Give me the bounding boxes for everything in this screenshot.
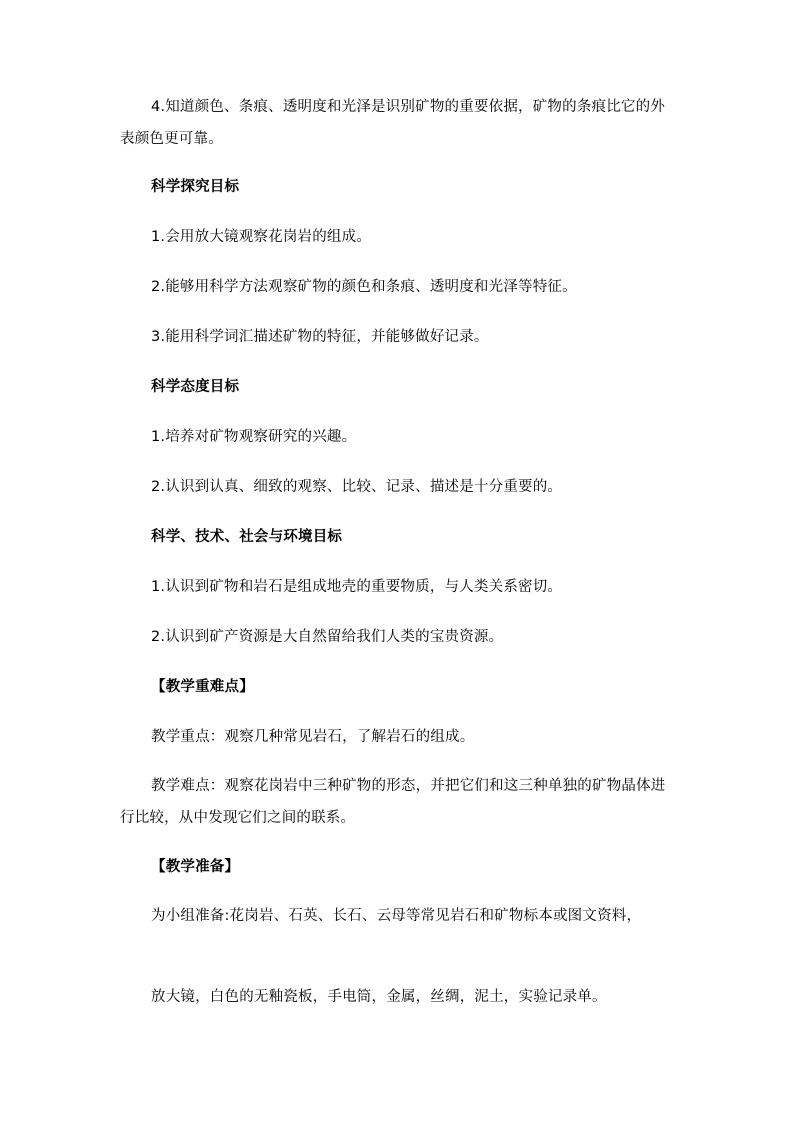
heading-science-inquiry-goals: 科学探究目标 bbox=[151, 179, 240, 195]
heading-science-attitude-goals: 科学态度目标 bbox=[151, 379, 240, 395]
heading-teaching-preparation: 【教学准备】 bbox=[151, 859, 240, 875]
paragraph-inquiry-goal-2: 2.能够用科学方法观察矿物的颜色和条痕、透明度和光泽等特征。 bbox=[151, 279, 577, 295]
heading-key-difficult-points: 【教学重难点】 bbox=[151, 679, 254, 695]
paragraph-key-point: 教学重点：观察几种常见岩石，了解岩石的组成。 bbox=[151, 729, 475, 745]
paragraph-attitude-goal-2: 2.认识到认真、细致的观察、比较、记录、描述是十分重要的。 bbox=[151, 479, 563, 495]
paragraph-tools-list: 放大镜，白色的无釉瓷板，手电筒，金属，丝绸，泥土，实验记录单。 bbox=[151, 989, 607, 1005]
paragraph-stse-goal-1: 1.认识到矿物和岩石是组成地壳的重要物质，与人类关系密切。 bbox=[151, 579, 563, 595]
paragraph-inquiry-goal-1: 1.会用放大镜观察花岗岩的组成。 bbox=[151, 229, 372, 245]
paragraph-inquiry-goal-3: 3.能用科学词汇描述矿物的特征，并能够做好记录。 bbox=[151, 329, 489, 345]
paragraph-stse-goal-2: 2.认识到矿产资源是大自然留给我们人类的宝贵资源。 bbox=[151, 629, 504, 645]
heading-stse-goals: 科学、技术、社会与环境目标 bbox=[151, 529, 343, 545]
paragraph-attitude-goal-1: 1.培养对矿物观察研究的兴趣。 bbox=[151, 429, 357, 445]
paragraph-difficult-point: 教学难点：观察花岗岩中三种矿物的形态，并把它们和这三种单独的矿物晶体进行比较，从中发现它们之间的联系。 bbox=[120, 778, 666, 826]
paragraph-group-materials: 为小组准备:花岗岩、石英、长石、云母等常见岩石和矿物标本或图文资料， bbox=[151, 908, 642, 924]
paragraph-knowledge-goal-4: 4.知道颜色、条痕、透明度和光泽是识别矿物的重要依据，矿物的条痕比它的外表颜色更可靠。 bbox=[120, 99, 666, 147]
